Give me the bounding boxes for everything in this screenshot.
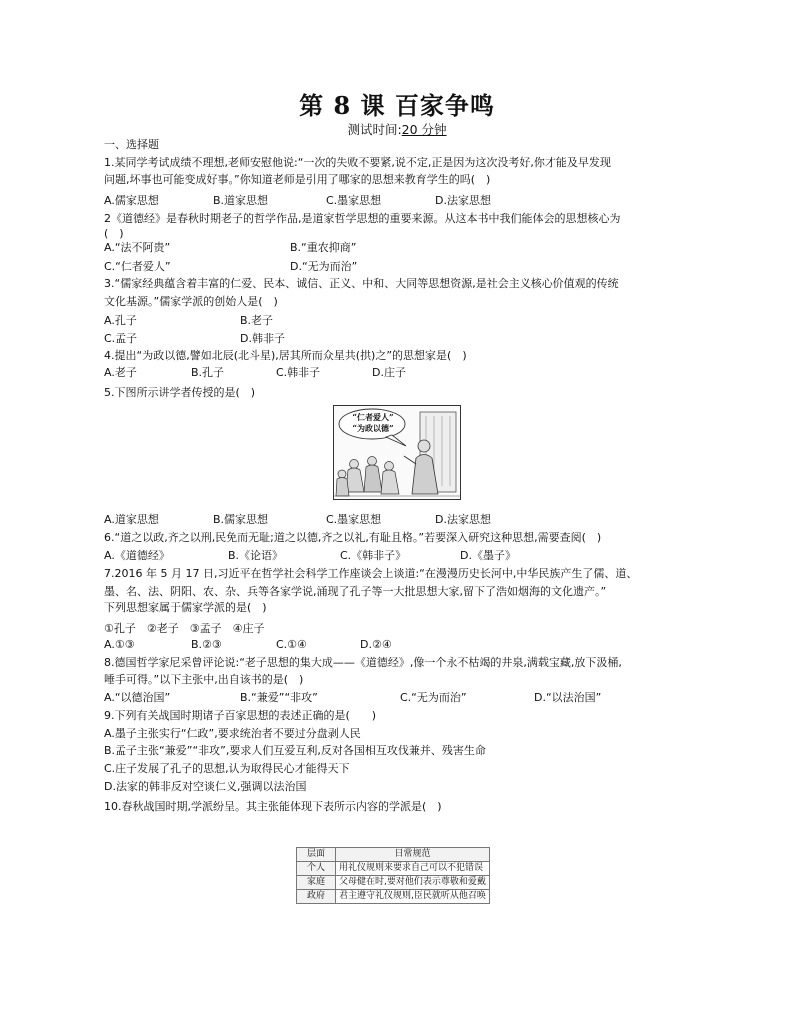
page-title: 第 8 课 百家争鸣 (299, 91, 495, 120)
q6-line1: 6.“道之以政,齐之以刑,民免而无耻;道之以德,齐之以礼,有耻且格。”若要深入研究这种思想,需要查阅( ) (104, 531, 602, 544)
q4-option-c: C.韩非子 (276, 366, 321, 379)
q4-option-b: B.孔子 (191, 366, 225, 379)
q5-option-c: C.墨家思想 (326, 513, 382, 526)
q1-option-c: C.墨家思想 (326, 194, 382, 207)
q1-option-a: A.儒家思想 (104, 194, 159, 207)
q7-line4: ①孔子 ②老子 ③孟子 ④庄子 (104, 622, 265, 635)
table-cell-norm: 用礼仪规则来要求自己可以不犯错误 (336, 862, 490, 876)
table-header-layer: 层面 (297, 848, 336, 862)
q7-line3: 下列思想家属于儒家学派的是( ) (104, 601, 267, 614)
q5-option-a: A.道家思想 (104, 513, 159, 526)
lecture-illustration (333, 405, 461, 500)
q2-option-a: A.“法不阿贵” (104, 241, 171, 254)
q9-option-a: A.墨子主张实行“仁政”,要求统治者不要过分盘剥人民 (104, 727, 361, 740)
q8-line1: 8.德国哲学家尼采曾评论说:“老子思想的集大成——《道德经》,像一个永不枯竭的井泉,满载宝藏,放下汲桶, (104, 656, 622, 669)
q9-option-b: B.孟子主张“兼爱”“非攻”,要求人们互爱互利,反对各国相互攻伐兼并、残害生命 (104, 744, 486, 757)
table-row (297, 890, 490, 904)
table-cell-norm: 父母健在时,要对他们表示尊敬和爱戴 (336, 876, 490, 890)
bubble-line-2: “为政以德” (352, 423, 394, 433)
q1-line2: 问题,坏事也可能变成好事。”你知道老师是引用了哪家的思想来教育学生的吗( ) (104, 173, 491, 186)
table-cell-norm: 君主遵守礼仪规则,臣民就听从他召唤 (336, 890, 490, 904)
q2-option-d: D.“无为而治” (290, 260, 358, 273)
q3-line2: 文化基源。”儒家学派的创始人是( ) (104, 295, 278, 308)
q7-line1: 7.2016 年 5 月 17 日,习近平在哲学社会科学工作座谈会上谈道:“在漫漫历史长河中,中华民族产生了儒、道、 (104, 567, 638, 580)
table-header-norm: 日常规范 (336, 848, 490, 862)
q2-option-b: B.“重农抑商” (290, 241, 357, 254)
speech-bubble (346, 412, 400, 434)
q1-option-b: B.道家思想 (213, 194, 269, 207)
table-header-row (297, 848, 490, 862)
table-row (297, 862, 490, 876)
test-time (0, 120, 794, 138)
q3-option-d: D.韩非子 (240, 332, 285, 345)
q2-option-c: C.“仁者爱人” (104, 260, 171, 273)
q2-line2: ( ) (104, 227, 124, 240)
q7-option-d: D.②④ (360, 638, 392, 651)
q6-option-a: A.《道德经》 (104, 549, 170, 562)
q7-line2: 墨、名、法、阴阳、农、杂、兵等各家学说,涌现了孔子等一大批思想大家,留下了浩如烟海的文化遗产。” (104, 585, 607, 598)
q9-option-c: C.庄子发展了孔子的思想,认为取得民心才能得天下 (104, 762, 350, 775)
q8-option-c: C.“无为而治” (400, 691, 467, 704)
q8-line2: 唾手可得。”以下主张中,出自该书的是( ) (104, 673, 304, 686)
bubble-line-1: “仁者爱人” (352, 412, 394, 422)
q3-option-b: B.老子 (240, 314, 274, 327)
q4-line1: 4.提出“为政以德,譬如北辰(北斗星),居其所而众星共(拱)之”的思想家是( ) (104, 349, 467, 362)
q8-option-b: B.“兼爱”“非攻” (240, 691, 318, 704)
q5-line1: 5.下图所示讲学者传授的是( ) (104, 386, 256, 399)
q9-option-d: D.法家的韩非反对空谈仁义,强调以法治国 (104, 780, 307, 793)
q7-option-a: A.①③ (104, 638, 135, 651)
q1-option-d: D.法家思想 (435, 194, 491, 207)
q4-option-a: A.老子 (104, 366, 137, 379)
q10-line1: 10.春秋战国时期,学派纷呈。其主张能体现下表所示内容的学派是( ) (104, 800, 442, 813)
q3-option-a: A.孔子 (104, 314, 137, 327)
table-cell-layer: 家庭 (297, 876, 336, 890)
q5-option-d: D.法家思想 (435, 513, 491, 526)
q7-option-b: B.②③ (191, 638, 222, 651)
test-time-value: 20 分钟 (401, 122, 447, 137)
section-heading: 一、选择题 (104, 138, 159, 151)
q9-line1: 9.下列有关战国时期诸子百家思想的表述正确的是( ) (104, 709, 377, 722)
q6-option-b: B.《论语》 (228, 549, 284, 562)
q6-option-d: D.《墨子》 (460, 549, 516, 562)
q3-line1: 3.“儒家经典蕴含着丰富的仁爱、民本、诚信、正义、中和、大同等思想资源,是社会主义核心价值观的传统 (104, 277, 619, 290)
q1-line1: 1.某同学考试成绩不理想,老师安慰他说:“一次的失败不要紧,说不定,正是因为这次没考好,你才能及早发现 (104, 156, 611, 169)
q8-option-d: D.“以法治国” (534, 691, 602, 704)
q3-option-c: C.孟子 (104, 332, 138, 345)
norms-table (296, 847, 490, 904)
q6-option-c: C.《韩非子》 (340, 549, 407, 562)
q2-line1: 2《道德经》是春秋时期老子的哲学作品,是道家哲学思想的重要来源。从这本书中我们能体会的思想核心为 (104, 212, 621, 225)
test-time-label: 测试时间: (347, 122, 402, 137)
table-row (297, 876, 490, 890)
q4-option-d: D.庄子 (372, 366, 406, 379)
q8-option-a: A.“以德治国” (104, 691, 171, 704)
q5-option-b: B.儒家思想 (213, 513, 269, 526)
table-cell-layer: 政府 (297, 890, 336, 904)
table-cell-layer: 个人 (297, 862, 336, 876)
q7-option-c: C.①④ (276, 638, 307, 651)
